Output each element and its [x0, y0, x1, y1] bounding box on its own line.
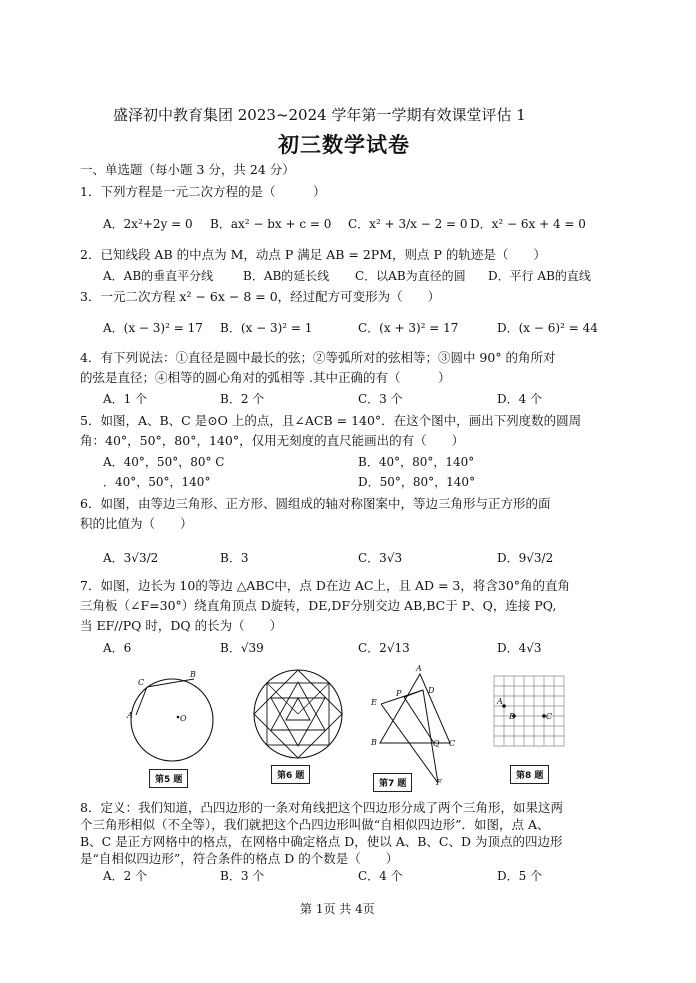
q6-option-d: D．9√3/2 — [497, 551, 554, 565]
question-8-stem-line1: 8．定义：我们知道，凸四边形的一条对角线把这个四边形分成了两个三角形，如果这两 — [80, 800, 563, 815]
question-3-stem: 3．一元二次方程 x² − 6x − 8 = 0，经过配方可变形为（ ） — [80, 289, 441, 304]
fig7-point-e: E — [371, 698, 377, 707]
fig7-point-f: F — [436, 778, 442, 787]
q8-option-b: B．3 个 — [220, 869, 265, 883]
q4-option-b: B．2 个 — [220, 392, 265, 406]
question-8-stem-line2: 个三角形相似（不全等），我们就把这个凸四边形叫做“自相似四边形”．如图，点 A、 — [80, 817, 550, 832]
question-5-stem-line2: 角：40°，50°，80°，140°，仅用无刻度的直尺能画出的有（ ） — [80, 433, 465, 448]
q2-option-c: C．以AB为直径的圆 — [355, 269, 466, 283]
fig5-point-o: O — [180, 714, 187, 723]
question-7-stem-line3: 当 EF//PQ 时，DQ 的长为（ ） — [80, 618, 283, 633]
q7-option-b: B．√39 — [220, 641, 264, 655]
fig8-point-c: C — [546, 712, 553, 721]
q4-option-a: A．1 个 — [103, 392, 148, 406]
exam-header-line: 盛泽初中教育集团 2023~2024 学年第一学期有效课堂评估 1 — [113, 106, 526, 124]
figure-7-triangle — [368, 668, 468, 788]
q5-option-a: A．40°，50°，80° C — [103, 455, 225, 469]
figure-8-label: 第8 题 — [510, 765, 549, 784]
q1-option-d: D．x² − 6x + 4 = 0 — [470, 217, 586, 231]
question-8-stem-line3: B、C 是正方网格中的格点，在网格中确定格点 D，使以 A、B、C、D 为顶点的四边形 — [80, 834, 563, 849]
q4-option-d: D．4 个 — [497, 392, 543, 406]
fig7-point-q: Q — [433, 739, 440, 748]
q6-option-a: A．3√3/2 — [103, 551, 159, 565]
question-7-stem-line1: 7．如图，边长为 10的等边 △ABC中，点 D在边 AC上，且 AD = 3，将含30°角的直角 — [80, 578, 571, 593]
figure-6-pattern — [252, 668, 344, 760]
q1-option-b: B．ax² − bx + c = 0 — [210, 217, 332, 231]
q1-option-a: A．2x²+2y = 0 — [103, 217, 193, 231]
fig8-point-a: A — [497, 697, 503, 706]
figure-7-label: 第7 题 — [373, 773, 412, 792]
q7-option-d: D．4√3 — [497, 641, 542, 655]
q3-option-c: C．(x + 3)² = 17 — [358, 321, 459, 335]
question-2-stem: 2．已知线段 AB 的中点为 M，动点 P 满足 AB = 2PM，则点 P 的轨迹是（ ） — [80, 247, 546, 262]
q5-option-c: ．40°，50°，140° — [103, 475, 211, 489]
question-4-stem-line2: 的弦是直径；④相等的圆心角对的弧相等 .其中正确的有（ ） — [80, 370, 451, 385]
q6-option-b: B．3 — [220, 551, 249, 565]
question-6-stem-line2: 积的比值为（ ） — [80, 516, 193, 531]
figure-5-label: 第5 题 — [149, 769, 188, 788]
fig7-point-c: C — [449, 739, 456, 748]
fig7-point-p: P — [396, 689, 402, 698]
fig8-point-b: B — [509, 712, 515, 721]
q5-option-b: B．40°，80°，140° — [358, 455, 475, 469]
question-5-stem-line1: 5．如图，A、B、C 是⊙O 上的点，且∠ACB = 140°．在这个图中，画出下列度数的圆周 — [80, 413, 582, 428]
q8-option-a: A．2 个 — [103, 869, 148, 883]
question-1-stem: 1．下列方程是一元二次方程的是（ ） — [80, 184, 326, 199]
figure-5-circle — [122, 665, 222, 775]
question-4-stem-line1: 4．有下列说法：①直径是圆中最长的弦；②等弧所对的弦相等；③圆中 90° 的角所对 — [80, 350, 556, 365]
q2-option-a: A．AB的垂直平分线 — [103, 269, 214, 283]
q5-option-d: D．50°，80°，140° — [358, 475, 476, 489]
fig5-point-c: C — [138, 678, 145, 687]
q3-option-b: B．(x − 3)² = 1 — [220, 321, 313, 335]
question-8-stem-line4: 是“自相似四边形”，符合条件的格点 D 的个数是（ ） — [80, 851, 399, 866]
q4-option-c: C．3 个 — [358, 392, 403, 406]
page-title: 初三数学试卷 — [278, 132, 410, 157]
q3-option-a: A．(x − 3)² = 17 — [103, 321, 203, 335]
page-number: 第 1页 共 4页 — [300, 902, 375, 916]
q6-option-c: C．3√3 — [358, 551, 403, 565]
q8-option-c: C．4 个 — [358, 869, 403, 883]
fig5-point-a: A — [127, 711, 133, 720]
q2-option-d: D．平行 AB的直线 — [488, 269, 591, 283]
q8-option-d: D．5 个 — [497, 869, 543, 883]
fig5-point-b: B — [190, 670, 196, 679]
question-7-stem-line2: 三角板（∠F=30°）绕直角顶点 D旋转，DE,DF分别交边 AB,BC于 P、Q，连接 PQ, — [80, 598, 557, 613]
section-heading: 一、单选题（每小题 3 分，共 24 分） — [80, 162, 295, 177]
figure-6-label: 第6 题 — [271, 765, 310, 784]
question-6-stem-line1: 6．如图，由等边三角形、正方形、圆组成的轴对称图案中，等边三角形与正方形的面 — [80, 496, 551, 511]
fig7-point-b: B — [371, 738, 377, 747]
q3-option-d: D．(x − 6)² = 44 — [497, 321, 598, 335]
q2-option-b: B．AB的延长线 — [243, 269, 330, 283]
q7-option-a: A．6 — [103, 641, 132, 655]
figure-8-grid — [492, 674, 572, 754]
q7-option-c: C．2√13 — [358, 641, 410, 655]
fig7-point-a: A — [416, 664, 422, 673]
q1-option-c: C．x² + 3/x − 2 = 0 — [348, 217, 468, 231]
fig7-point-d: D — [428, 686, 435, 695]
